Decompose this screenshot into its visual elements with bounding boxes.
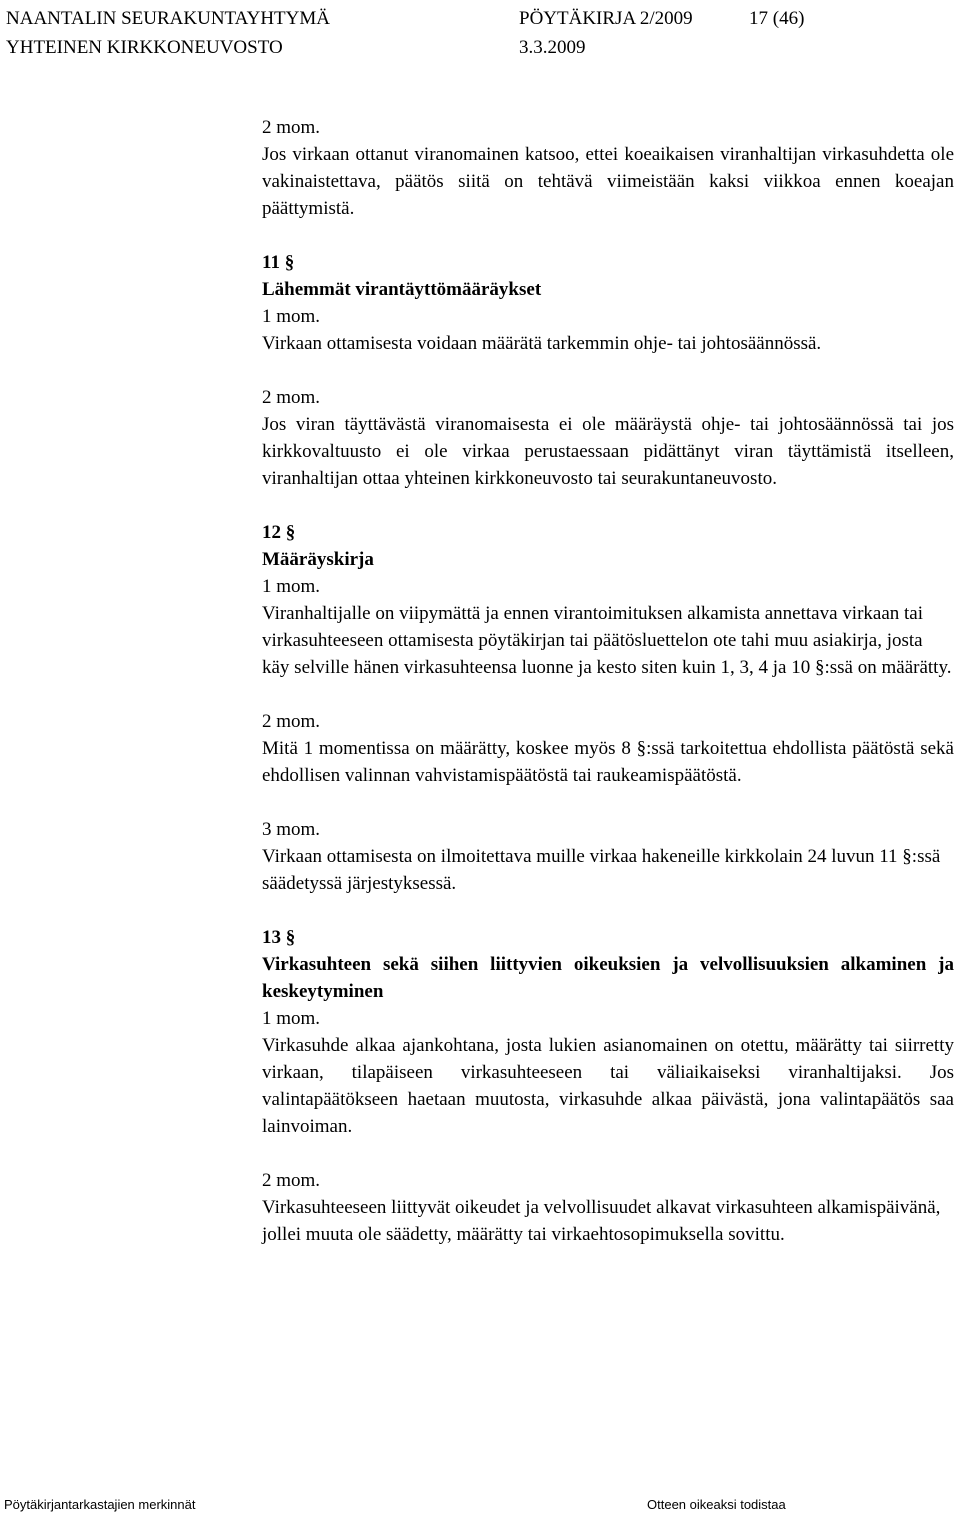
section-title: Virkasuhteen sekä siihen liittyvien oikeuksien ja velvollisuuksien alkaminen ja keskeytyminen	[262, 954, 954, 1002]
meeting-date: 3.3.2009	[519, 37, 586, 58]
moment-label: 1 mom.	[262, 576, 321, 597]
reviewer-notes-label: Pöytäkirjantarkastajien merkinnät	[4, 1497, 196, 1512]
paragraph: Virkaan ottamisesta voidaan määrätä tarkemmin ohje- tai johtosäännössä.	[262, 333, 822, 354]
spacer	[262, 357, 954, 384]
document-body	[262, 114, 954, 1248]
governing-body: YHTEINEN KIRKKONEUVOSTO	[6, 37, 283, 58]
spacer	[262, 222, 954, 249]
header-row-1	[6, 4, 936, 33]
section-title: Lähemmät virantäyttömääräykset	[262, 279, 542, 300]
section-number: 11 §	[262, 252, 295, 273]
moment-label: 1 mom.	[262, 1008, 321, 1029]
document-title: PÖYTÄKIRJA 2/2009	[519, 8, 693, 29]
header-row-2	[6, 33, 936, 62]
organization-name: NAANTALIN SEURAKUNTAYHTYMÄ	[6, 8, 330, 29]
page-header	[6, 4, 936, 62]
section-number: 13 §	[262, 927, 296, 948]
section-number: 12 §	[262, 522, 296, 543]
paragraph: Virkaan ottamisesta on ilmoitettava muille virkaa hakeneille kirkkolain 24 luvun 11 §:ssä säädetyssä järjestyksessä.	[262, 846, 941, 894]
paragraph: Virkasuhde alkaa ajankohtana, josta lukien asianomainen on otettu, määrätty tai siirretty virkaan, tilapäiseen virkasuhteeseen tai väliaikaiseksi viranhaltijaksi. Jos valintapäätökseen haetaan muutosta, virkasuhde alkaa päivästä, jona valintapäätös saa lainvoiman.	[262, 1035, 954, 1137]
section-title: Määräyskirja	[262, 549, 374, 570]
moment-label: 1 mom.	[262, 306, 321, 327]
paragraph: Jos viran täyttävästä viranomaisesta ei ole määräystä ohje- tai johtosäännössä tai jos kirkkovaltuusto ei ole virkaa perustaessaan pidättänyt viran täyttämistä itselleen, viranhaltijan ottaa yhteinen kirkkoneuvosto tai seurakuntaneuvosto.	[262, 414, 954, 489]
paragraph: Viranhaltijalle on viipymättä ja ennen virantoimituksen alkamista annettava virkaan tai virkasuhteeseen ottamisesta pöytäkirjan tai päätösluettelon ote tahi muu asiakirja, josta käy selville hänen virkasuhteensa luonne ja kesto siten kuin 1, 3, 4 ja 10 §:ssä on määrätty.	[262, 603, 952, 678]
spacer	[262, 681, 954, 708]
moment-label: 2 mom.	[262, 1170, 321, 1191]
paragraph: Virkasuhteeseen liittyvät oikeudet ja velvollisuudet alkavat virkasuhteen alkamispäivänä, jollei muuta ole säädetty, määrätty tai virkaehtosopimuksella sovittu.	[262, 1197, 941, 1245]
spacer	[262, 789, 954, 816]
paragraph: Mitä 1 momentissa on määrätty, koskee myös 8 §:ssä tarkoitettua ehdollista päätöstä sekä ehdollisen valinnan vahvistamispäätöstä tai raukeamispäätöstä.	[262, 738, 954, 786]
moment-label: 2 mom.	[262, 387, 321, 408]
spacer	[262, 492, 954, 519]
moment-label: 2 mom.	[262, 117, 321, 138]
spacer	[262, 1140, 954, 1167]
paragraph: Jos virkaan ottanut viranomainen katsoo, ettei koeaikaisen viranhaltijan virkasuhdetta ole vakinaistettava, päätös siitä on tehtävä viimeistään kaksi viikkoa ennen koeajan päättymistä.	[262, 144, 954, 219]
moment-label: 3 mom.	[262, 819, 321, 840]
certification-label: Otteen oikeaksi todistaa	[647, 1497, 786, 1512]
moment-label: 2 mom.	[262, 711, 321, 732]
page-number: 17 (46)	[749, 8, 805, 29]
spacer	[262, 897, 954, 924]
